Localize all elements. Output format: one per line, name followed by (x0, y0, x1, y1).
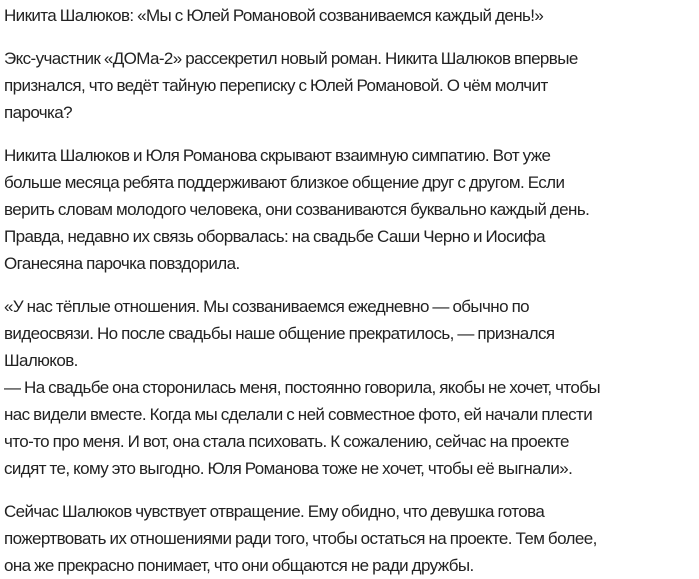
paragraph-line: Правда, недавно их связь оборвалась: на свадьбе Саши Черно и Иосифа (4, 227, 546, 246)
article-title (4, 2, 699, 29)
paragraph-line: больше месяца ребята поддерживают близкое общение друг с другом. Если (4, 173, 565, 192)
paragraph-line: Сейчас Шалюков чувствует отвращение. Ему обидно, что девушка готова (4, 502, 545, 521)
paragraph-line: Оганесяна парочка повздорила. (4, 254, 240, 273)
paragraph (4, 293, 699, 482)
paragraph-line: сидят те, кому это выгодно. Юля Романова тоже не хочет, чтобы её выгнали». (4, 459, 573, 478)
paragraph-line: пожертвовать их отношениями ради того, чтобы остаться на проекте. Тем более, (4, 529, 597, 548)
paragraph-line: она же прекрасно понимает, что они общаются не ради дружбы. (4, 556, 474, 575)
paragraph-line: верить словам молодого человека, они созваниваются буквально каждый день. (4, 200, 590, 219)
paragraph-line: видеосвязи. Но после свадьбы наше общение прекратилось, — признался (4, 324, 555, 343)
paragraph-line: Шалюков. (4, 351, 78, 370)
paragraph-line: «У нас тёплые отношения. Мы созваниваемся ежедневно — обычно по (4, 297, 530, 316)
paragraph-line: Никита Шалюков и Юля Романова скрывают взаимную симпатию. Вот уже (4, 146, 551, 165)
paragraph-line: парочка? (4, 103, 72, 122)
paragraph-line: нас видели вместе. Когда мы сделали с ней совместное фото, ей начали плести (4, 405, 593, 424)
paragraph-line: — На свадьбе она сторонилась меня, постоянно говорила, якобы не хочет, чтобы (4, 378, 600, 397)
paragraph (4, 498, 699, 579)
paragraph (4, 45, 699, 126)
paragraph (4, 142, 699, 277)
article-body (4, 45, 699, 579)
title-line: Никита Шалюков: «Мы с Юлей Романовой созваниваемся каждый день!» (4, 6, 544, 25)
paragraph-line: признался, что ведёт тайную переписку с Юлей Романовой. О чём молчит (4, 76, 548, 95)
paragraph-line: Экс-участник «ДОМа-2» рассекретил новый роман. Никита Шалюков впервые (4, 49, 578, 68)
paragraph-line: что-то про меня. И вот, она стала психовать. К сожалению, сейчас на проекте (4, 432, 569, 451)
